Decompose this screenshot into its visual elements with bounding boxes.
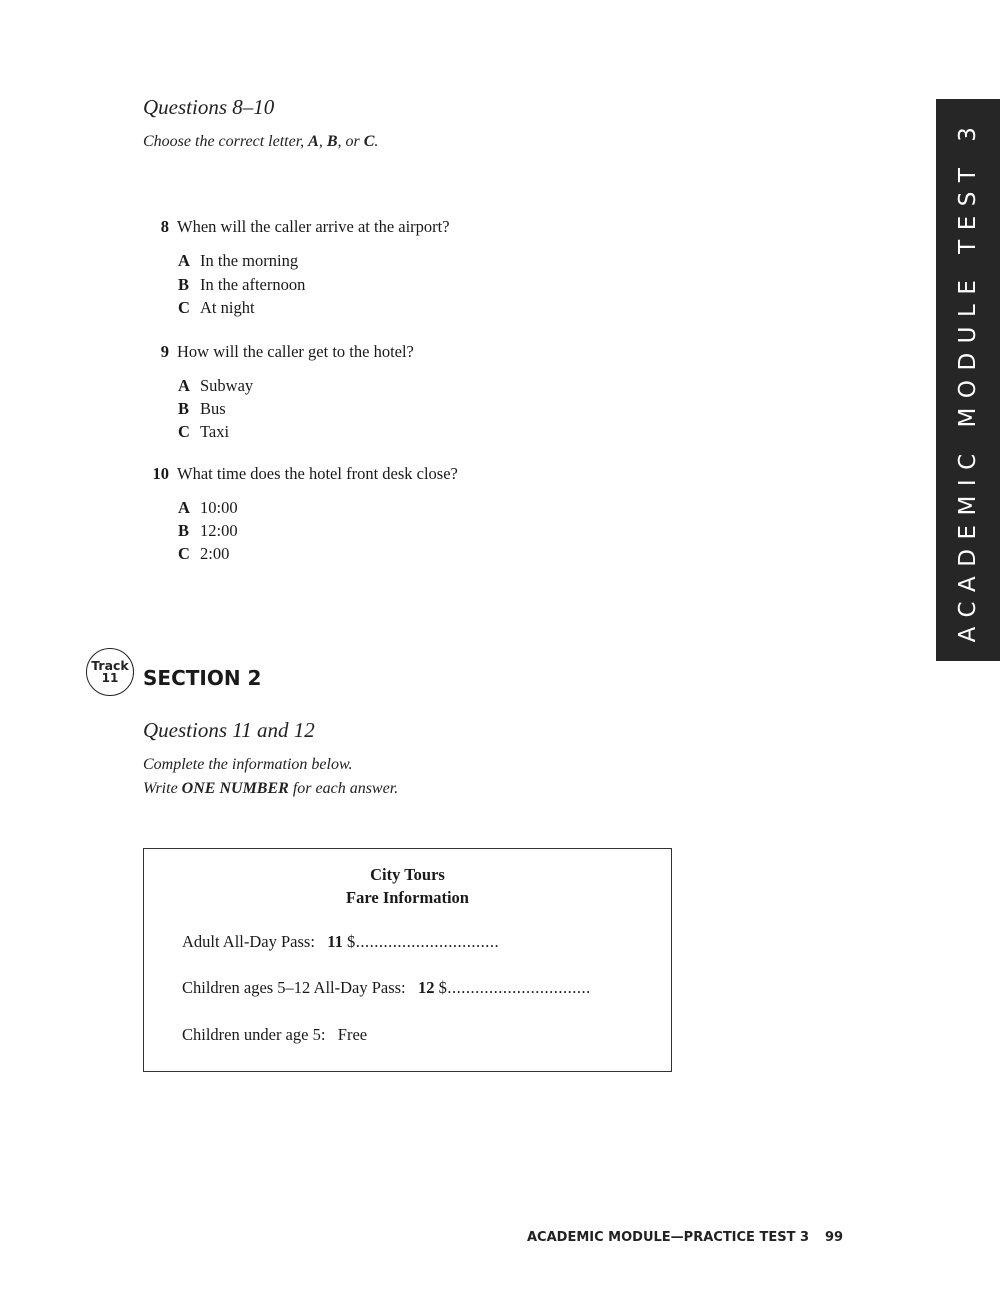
- letter-a: A: [308, 133, 319, 150]
- question-number: 10: [152, 464, 169, 483]
- section2-instruction-1: Complete the information below.: [143, 756, 353, 773]
- question-9: [141, 342, 414, 362]
- option-letter: B: [178, 275, 190, 294]
- question-8: [141, 217, 450, 237]
- fare-row-children-under-5: [182, 1025, 367, 1045]
- question-10: [141, 464, 458, 484]
- answer-blank-11[interactable]: $...............................: [347, 932, 500, 951]
- answer-number: 12: [418, 978, 435, 997]
- option-text: 10:00: [200, 498, 238, 517]
- instruction-prefix: Choose the correct letter,: [143, 133, 309, 150]
- fare-box-subtitle: Fare Information: [346, 888, 469, 907]
- option-text: In the afternoon: [200, 275, 306, 294]
- option-letter: A: [178, 251, 190, 270]
- section2-instruction-2: [143, 780, 398, 798]
- option-letter: B: [178, 399, 190, 418]
- q9-option-a: [178, 376, 253, 396]
- question-text: How will the caller get to the hotel?: [177, 342, 414, 361]
- instruction2-bold: ONE NUMBER: [181, 780, 289, 797]
- letter-b: B: [326, 133, 338, 150]
- answer-blank-12[interactable]: $...............................: [438, 978, 591, 997]
- fare-label: Adult All-Day Pass:: [182, 932, 315, 951]
- instruction-suffix: .: [374, 133, 379, 150]
- question-text: What time does the hotel front desk close?: [177, 464, 458, 483]
- fare-information-box: [143, 848, 672, 1072]
- answer-number: 11: [327, 932, 343, 951]
- option-text: 2:00: [200, 544, 230, 563]
- sep1: ,: [318, 133, 327, 150]
- option-letter: C: [178, 422, 190, 441]
- side-tab: [936, 99, 1000, 661]
- option-text: Subway: [200, 376, 254, 395]
- part1-instruction: [143, 133, 378, 151]
- section-2-title: SECTION 2: [143, 666, 262, 690]
- q10-option-b: [178, 521, 238, 541]
- instruction2-prefix: Write: [143, 780, 182, 797]
- q10-option-a: [178, 498, 238, 518]
- fare-box-title: City Tours: [370, 865, 445, 884]
- questions-11-12-heading: Questions 11 and 12: [143, 718, 315, 742]
- footer-text: ACADEMIC MODULE—PRACTICE TEST 3: [527, 1230, 810, 1245]
- q8-option-a: [178, 251, 298, 271]
- q8-option-c: [178, 298, 255, 318]
- q9-option-c: [178, 422, 229, 442]
- question-number: 8: [160, 217, 169, 236]
- option-letter: A: [178, 376, 190, 395]
- option-letter: A: [178, 498, 190, 517]
- fare-row-children-5-12: [182, 978, 591, 998]
- option-letter: C: [178, 544, 190, 563]
- fare-label: Children ages 5–12 All-Day Pass:: [182, 978, 406, 997]
- option-text: Bus: [200, 399, 226, 418]
- option-text: 12:00: [200, 521, 238, 540]
- letter-c: C: [363, 133, 375, 150]
- page-footer: [527, 1230, 843, 1245]
- fare-label: Children under age 5:: [182, 1025, 326, 1044]
- q8-option-b: [178, 275, 305, 295]
- option-letter: C: [178, 298, 190, 317]
- option-text: At night: [200, 298, 255, 317]
- option-text: In the morning: [200, 251, 299, 270]
- sep2: , or: [337, 133, 364, 150]
- fare-value: Free: [337, 1025, 368, 1044]
- questions-8-10-heading: Questions 8–10: [143, 95, 275, 119]
- fare-row-adult: [182, 932, 499, 952]
- option-letter: B: [178, 521, 190, 540]
- question-text: When will the caller arrive at the airport?: [177, 217, 450, 236]
- track-number: 11: [101, 671, 119, 685]
- q10-option-c: [178, 544, 229, 564]
- q9-option-b: [178, 399, 226, 419]
- option-text: Taxi: [200, 422, 230, 441]
- page-number: 99: [825, 1230, 844, 1245]
- track-badge: [86, 648, 134, 696]
- instruction2-suffix: for each answer.: [288, 780, 399, 797]
- question-number: 9: [160, 342, 169, 361]
- side-tab-label: ACADEMIC MODULE TEST 3: [955, 117, 981, 643]
- track-label: Track: [91, 658, 129, 673]
